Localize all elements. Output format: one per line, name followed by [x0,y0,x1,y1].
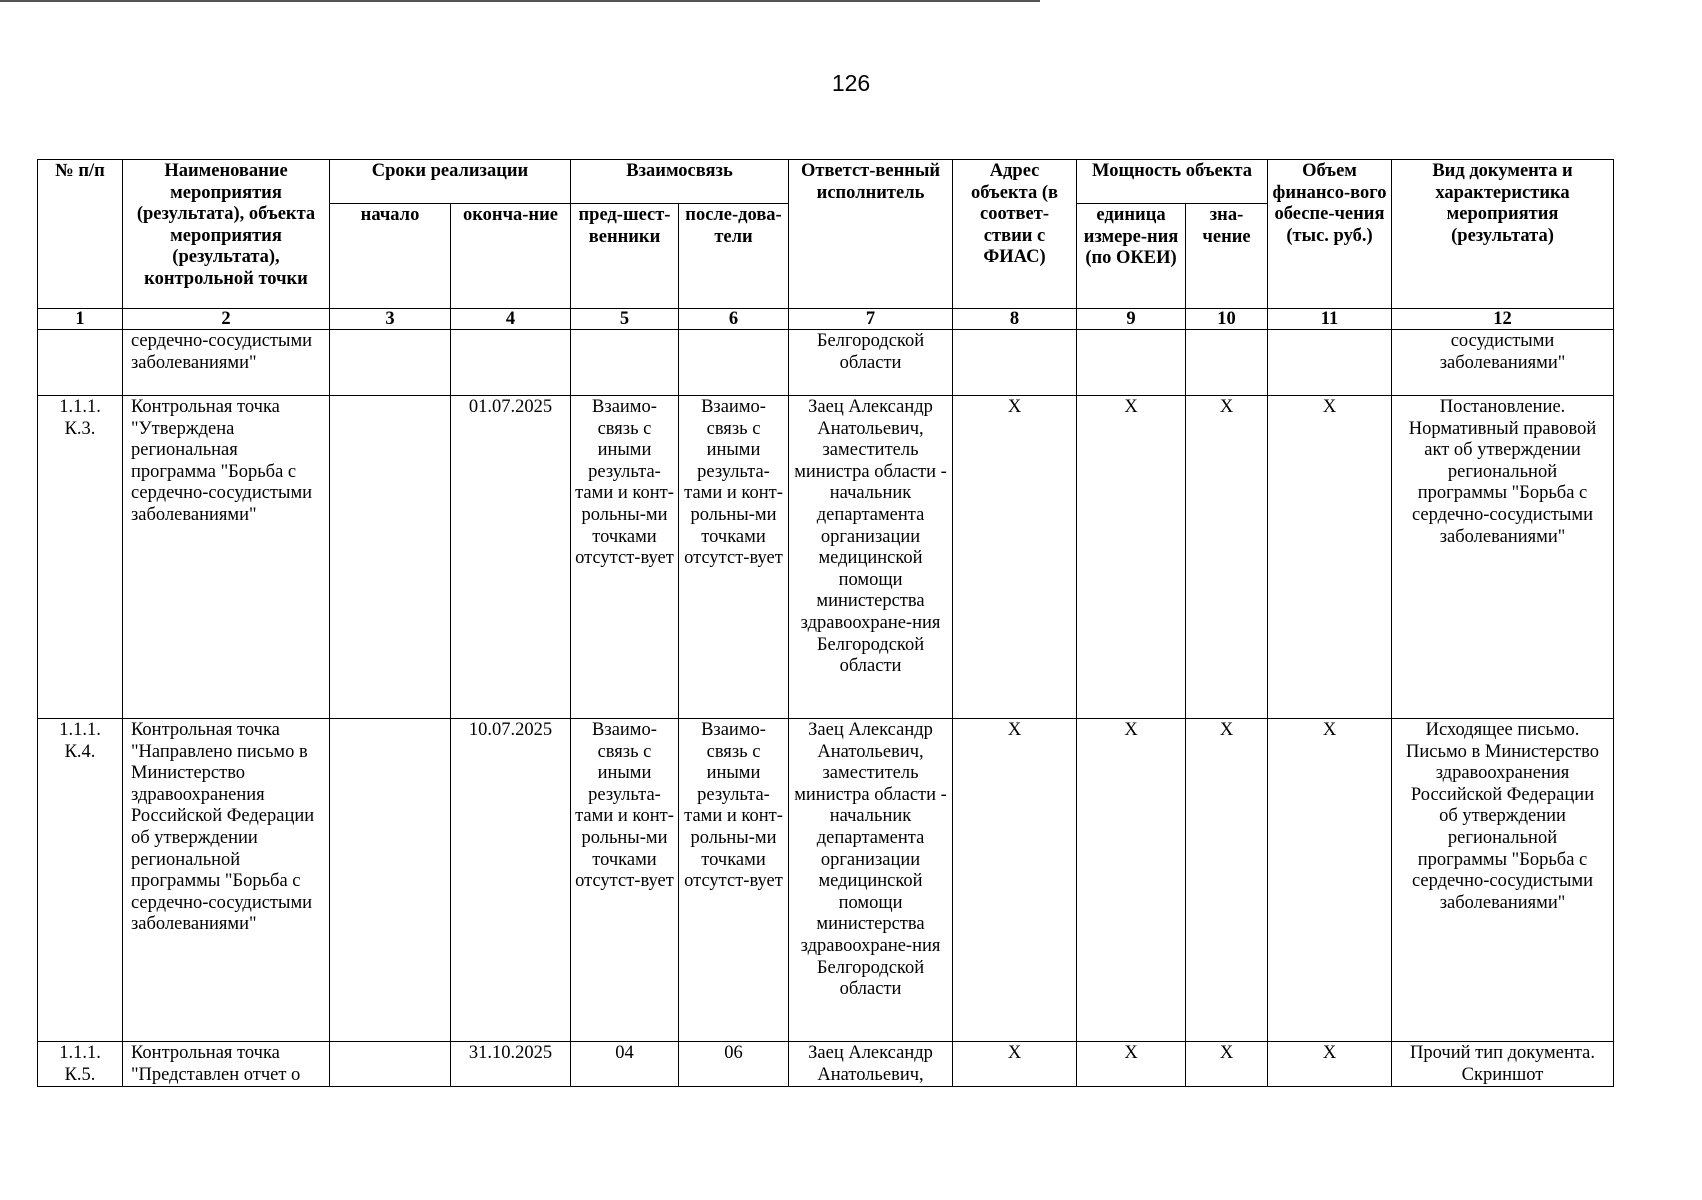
column-numbers-row [38,309,1614,330]
cell-start [330,330,451,396]
cell-address [953,330,1077,396]
header-unit: единица измере-ния (по ОКЕИ) [1077,204,1186,309]
top-rule [0,0,1040,2]
column-number: 2 [123,309,330,330]
cell-value: X [1186,719,1268,1042]
header-group-link: Взаимосвязь [571,160,789,204]
cell-doc: Прочий тип документа. Скриншот [1392,1042,1614,1087]
cell-finance: X [1268,719,1392,1042]
header-doc: Вид документа и характеристика мероприятия (результата) [1392,160,1614,309]
column-number: 9 [1077,309,1186,330]
cell-value: X [1186,396,1268,719]
cell-num: 1.1.1. К.5. [38,1042,123,1087]
cell-name: Контрольная точка "Утверждена региональная программа "Борьба с сердечно-сосудистыми заболеваниями" [123,396,330,719]
cell-start [330,719,451,1042]
cell-end [451,330,571,396]
cell-value [1186,330,1268,396]
cell-responsible: Заец Александр Анатольевич, [789,1042,953,1087]
header-finance: Объем финансо-вого обеспе-чения (тыс. руб.) [1268,160,1392,309]
column-number: 8 [953,309,1077,330]
header-responsible: Ответст-венный исполнитель [789,160,953,309]
cell-doc: сосудистыми заболеваниями" [1392,330,1614,396]
header-address: Адрес объекта (в соответ-ствии с ФИАС) [953,160,1077,309]
cell-unit: X [1077,1042,1186,1087]
cell-doc: Постановление. Нормативный правовой акт об утверждении региональной программы "Борьба с сердечно-сосудистыми заболеваниями" [1392,396,1614,719]
header-succ: после-дова-тели [679,204,789,309]
cell-end: 10.07.2025 [451,719,571,1042]
cell-doc: Исходящее письмо. Письмо в Министерство здравоохранения Российской Федерации об утверждении региональной программы "Борьба с сердечно-сосудистыми заболеваниями" [1392,719,1614,1042]
cell-name: Контрольная точка "Представлен отчет о [123,1042,330,1087]
column-number: 12 [1392,309,1614,330]
cell-pred: Взаимо-связь с иными результа-тами и конт-рольны-ми точками отсутст-вует [571,396,679,719]
cell-responsible: Заец Александр Анатольевич, заместитель министра области - начальник департамента организации медицинской помощи министерства здравоохране-ния Белгородской области [789,396,953,719]
header-group-terms: Сроки реализации [330,160,571,204]
header-start: начало [330,204,451,309]
cell-value: X [1186,1042,1268,1087]
cell-finance [1268,330,1392,396]
cell-finance: X [1268,1042,1392,1087]
cell-succ [679,330,789,396]
cell-num: 1.1.1. К.4. [38,719,123,1042]
cell-unit: X [1077,719,1186,1042]
table-row [38,396,1614,719]
cell-succ: Взаимо-связь с иными результа-тами и конт-рольны-ми точками отсутст-вует [679,719,789,1042]
column-number: 3 [330,309,451,330]
cell-finance: X [1268,396,1392,719]
cell-start [330,396,451,719]
cell-num: 1.1.1. К.3. [38,396,123,719]
header-group-power: Мощность объекта [1077,160,1268,204]
header-pred: пред-шест-венники [571,204,679,309]
column-number: 4 [451,309,571,330]
column-number: 6 [679,309,789,330]
cell-end: 31.10.2025 [451,1042,571,1087]
cell-responsible: Белгородской области [789,330,953,396]
table-row [38,1042,1614,1087]
page-number: 126 [831,70,871,96]
header-num: № п/п [38,160,123,309]
header-row-1 [38,160,1614,204]
cell-name: сердечно-сосудистыми заболеваниями" [123,330,330,396]
cell-succ: Взаимо-связь с иными результа-тами и конт-рольны-ми точками отсутст-вует [679,396,789,719]
table-row [38,330,1614,396]
cell-succ: 06 [679,1042,789,1087]
header-name: Наименование мероприятия (результата), объекта мероприятия (результата), контрольной точки [123,160,330,309]
cell-num [38,330,123,396]
cell-unit [1077,330,1186,396]
cell-pred: 04 [571,1042,679,1087]
column-number: 11 [1268,309,1392,330]
cell-address: X [953,1042,1077,1087]
header-end: оконча-ние [451,204,571,309]
column-number: 1 [38,309,123,330]
cell-unit: X [1077,396,1186,719]
cell-address: X [953,396,1077,719]
cell-name: Контрольная точка "Направлено письмо в Министерство здравоохранения Российской Федерации об утверждении региональной программы "Борьба с сердечно-сосудистыми заболеваниями" [123,719,330,1042]
cell-start [330,1042,451,1087]
cell-responsible: Заец Александр Анатольевич, заместитель министра области - начальник департамента организации медицинской помощи министерства здравоохране-ния Белгородской области [789,719,953,1042]
plan-table [37,159,1614,1087]
column-number: 5 [571,309,679,330]
cell-end: 01.07.2025 [451,396,571,719]
cell-pred: Взаимо-связь с иными результа-тами и конт-рольны-ми точками отсутст-вует [571,719,679,1042]
column-number: 7 [789,309,953,330]
header-value: зна-чение [1186,204,1268,309]
cell-pred [571,330,679,396]
table-row [38,719,1614,1042]
cell-address: X [953,719,1077,1042]
column-number: 10 [1186,309,1268,330]
